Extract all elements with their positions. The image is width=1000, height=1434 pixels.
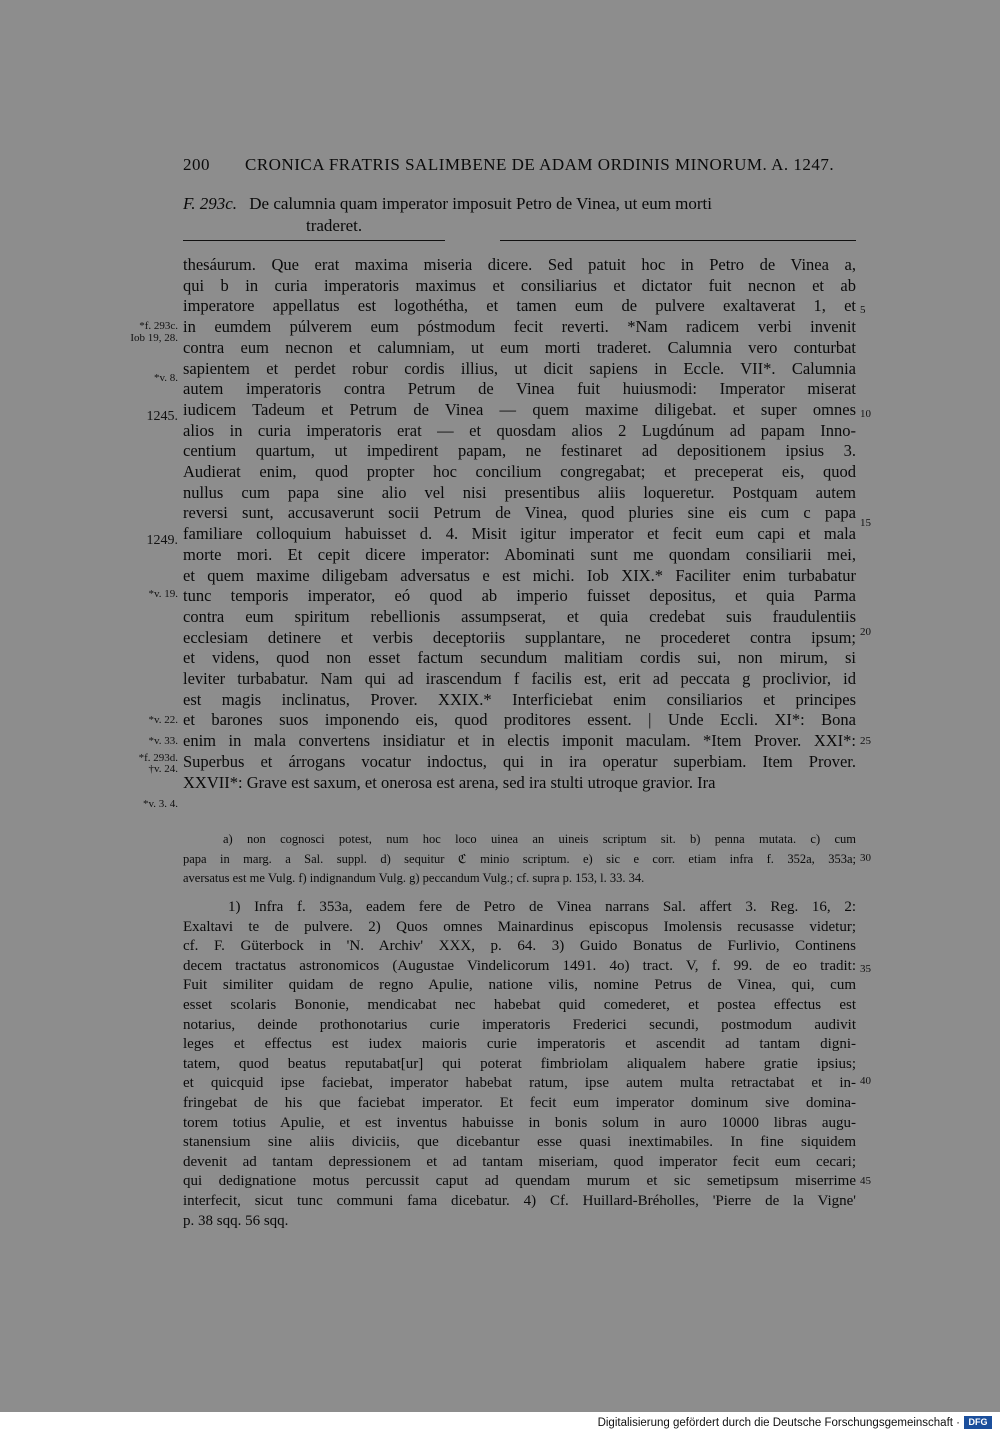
variant-note-line: a) non cognosci potest, num hoc loco uinea an uineis scriptum sit. b) penna mutata. c) cum	[223, 832, 856, 846]
source-note-line: et quicquid ipse faciebat, imperator habebat ratum, ipse autem multa retractabat et in-	[183, 1075, 856, 1092]
margin-year-1249: 1249.	[146, 533, 178, 548]
source-note-line: stanensium sine aliis diviciis, que dicebantur esse quasi inextimabiles. In fine siquidem	[183, 1134, 856, 1151]
margin-verse-ref: †v. 24.	[148, 763, 178, 775]
heading-rule-right	[500, 240, 856, 241]
text-line: et quem maxime diligebam adversatus e est michi. Iob XIX.* Faciliter enim turbabatur	[183, 565, 856, 585]
section-title-line-2: traderet.	[306, 216, 363, 235]
text-line: imperatore appellatus est logothétha, et tamen eum de pulvere exaltaverat 1, et	[183, 296, 856, 316]
funding-credit: Digitalisierung gefördert durch die Deutsche Forschungsgemeinschaft ·	[597, 1417, 960, 1429]
source-note-line: interfecit, sicut tunc communi fama dicebatur. 4) Cf. Huillard-Bréholles, 'Pierre de la Vigne'	[183, 1192, 856, 1209]
line-number: 10	[860, 408, 871, 420]
source-note-line: cf. F. Güterbock in 'N. Archiv' XXX, p. 64. 3) Guido Bonatus de Furlivio, Continens	[183, 938, 856, 955]
variant-notes	[183, 830, 856, 889]
text-line: contra eum necnon et calumniam, ut eum morti traderet. Calumnia vero conturbat	[183, 337, 856, 357]
text-line: tunc temporis imperator, eó quod ab imperio fuisset depositus, et quia Parma	[183, 586, 856, 606]
text-line: alios in curia imperatoris erat — et quosdam alios 2 Lugdúnum ad papam Inno-	[183, 420, 856, 440]
main-text	[183, 255, 856, 793]
text-line: contra eum spiritum rebellionis assumpserat, et quia credebat suis fraudulentiis	[183, 606, 856, 626]
folio-reference: F. 293c.	[183, 194, 237, 213]
line-number: 15	[860, 517, 871, 529]
margin-verse-ref: *v. 33.	[148, 735, 178, 747]
line-number: 45	[860, 1175, 871, 1187]
text-line: thesáurum. Que erat maxima miseria dicere. Sed patuit hoc in Petro de Vinea a,	[183, 255, 856, 274]
section-heading	[183, 193, 856, 237]
text-line: centium quartum, ut impedirent papam, ne festinaret ad depositionem ipsius 3.	[183, 441, 856, 461]
text-line: reversi sunt, accusaverunt socii Petrum de Vinea, quod pluries sine eis cum c papa	[183, 503, 856, 523]
margin-year-1245: 1245.	[146, 409, 178, 424]
text-line: Audierat enim, quod propter hoc concilium congregabat; et preceperat eis, quod	[183, 462, 856, 482]
text-line: qui b in curia imperatoris maximus et consiliarius et dictator fuit necnon et ab	[183, 275, 856, 295]
source-note-line: esset scolaris Bononie, mendicabat nec habebat quid comederet, et postea effectus est	[183, 996, 856, 1013]
text-line: enim in mala convertens insidiatur et in electis imponit maculam. *Item Prover. XXI*:	[183, 731, 856, 751]
text-line: familiare colloquium habuisset d. 4. Misit igitur imperator et fecit eum capi et mala	[183, 524, 856, 544]
text-line: autem imperatoris contra Petrum de Vinea fuit huiusmodi: Imperator miserat	[183, 379, 856, 399]
source-note-line: qui dedignatione motus percussit caput ad quendam murum et sic semetipsum miserrime	[183, 1173, 856, 1190]
line-number: 5	[860, 304, 866, 316]
section-title-line-1: De calumnia quam imperator imposuit Petro de Vinea, ut eum morti	[249, 194, 713, 213]
variant-note-line: aversatus est me Vulg. f) indignandum Vulg. g) peccandum Vulg.; cf. supra p. 153, l. 33. 34.	[183, 871, 645, 885]
line-number: 20	[860, 626, 871, 638]
source-note-line: notarius, deinde prothonotarius curie imperatoris Frederici secundi, postmodum audivit	[183, 1016, 856, 1033]
source-note-line: torem totius Apulie, et est inventus habuisse in bonis solum in auro 10000 libras augu-	[183, 1114, 856, 1131]
margin-folio-ref: *f. 293d.	[138, 752, 178, 764]
source-note-line: Fuit similiter quidam de regno Apulie, natione vilis, nomine Petrus de Vinea, qui, cum	[183, 977, 856, 994]
line-number: 25	[860, 735, 871, 747]
variant-note-line: papa in marg. a Sal. suppl. d) sequitur ℭ minio scriptum. e) sic e corr. etiam infra f. 352a, 353a;	[183, 851, 856, 866]
source-note-line: Exaltavi te de pulvere. 2) Quos omnes Mainardinus episcopus Imolensis recusasse videtur;	[183, 918, 856, 935]
source-note-line: leges et effectus est iudex maioris curie imperatoris et ascendit ad tantam digni-	[183, 1036, 856, 1053]
text-line: et videns, quod non esset factum secundum malitiam cordis sui, non mirum, si	[183, 648, 856, 668]
margin-iob-ref: Iob 19, 28.	[130, 332, 178, 344]
source-note-line: decem tractatus astronomicos (Augustae Vindelicorum 1491. 4o) tract. V, f. 99. de eo tradit:	[183, 957, 856, 974]
margin-verse-ref: *v. 22.	[148, 714, 178, 726]
text-line: ecclesiam detinere et verbis deceptoriis supplantare, ne procederet contra ipsum;	[183, 627, 856, 647]
line-number: 40	[860, 1075, 871, 1087]
text-line: sapientem et perdet robur cordis illius, ut dicit sapiens in Eccle. VII*. Calumnia	[183, 358, 856, 378]
text-line: XXVII*: Grave est saxum, et onerosa est arena, sed ira stulti utroque gravior. Ira	[183, 772, 716, 792]
line-number: 30	[860, 852, 871, 864]
margin-verse-ref: *v. 8.	[153, 372, 178, 384]
heading-rule-left	[183, 240, 445, 241]
text-line: in eumdem púlverem eum póstmodum fecit reverti. *Nam radicem verbi invenit	[183, 317, 856, 337]
margin-verse-ref: *v. 3. 4.	[142, 798, 178, 810]
text-line: et barones suos imponendo eis, quod proditores essent. | Unde Eccli. XI*: Bona	[183, 710, 856, 730]
text-line: nullus cum papa sine alio vel nisi presentibus aliis loqueretur. Postquam autem	[183, 482, 856, 502]
source-note-line: devenit ad tantam depressionem et ad tantam miseriam, quod imperator fecit eum cecari;	[183, 1153, 856, 1170]
margin-verse-ref: *v. 19.	[148, 588, 178, 600]
source-note-line: fringebat de his que faciebat imperator. Et fecit eum imperator dominum sive domina-	[183, 1094, 856, 1111]
text-line: leviter turbabatur. Nam qui ad irascendum f facilis est, erit ad peccata g proclivior, id	[183, 669, 856, 689]
text-line: iudicem Tadeum et Petrum de Vinea — quem maxime diligebat. et super omnes	[183, 399, 856, 419]
margin-folio-ref: *f. 293c.	[139, 320, 178, 332]
page-number: 200	[183, 155, 210, 174]
source-note-line: 1) Infra f. 353a, eadem fere de Petro de Vinea narrans Sal. affert 3. Reg. 16, 2:	[228, 899, 856, 915]
line-number: 35	[860, 963, 871, 975]
source-note-line: p. 38 sqq. 56 sqq.	[183, 1212, 289, 1229]
running-title: CRONICA FRATRIS SALIMBENE DE ADAM ORDINIS MINORUM. A. 1247.	[245, 155, 835, 174]
source-notes	[183, 898, 856, 1231]
dfg-logo-icon: DFG	[964, 1416, 992, 1429]
text-line: Superbus et árrogans vocatur indoctus, qui in ira operatur superbiam. Item Prover.	[183, 751, 856, 771]
text-line: est magis inclinatus, Prover. XXIX.* Interficiebat enim consiliarios et principes	[183, 689, 856, 709]
source-note-line: tatem, quod beatus reputabat[ur] qui poterat fimbriolam aliqualem habere gratie ipsius;	[183, 1055, 856, 1072]
text-line: morte mori. Et cepit dicere imperator: Abominati sunt me quondam consiliarii mei,	[183, 544, 856, 564]
